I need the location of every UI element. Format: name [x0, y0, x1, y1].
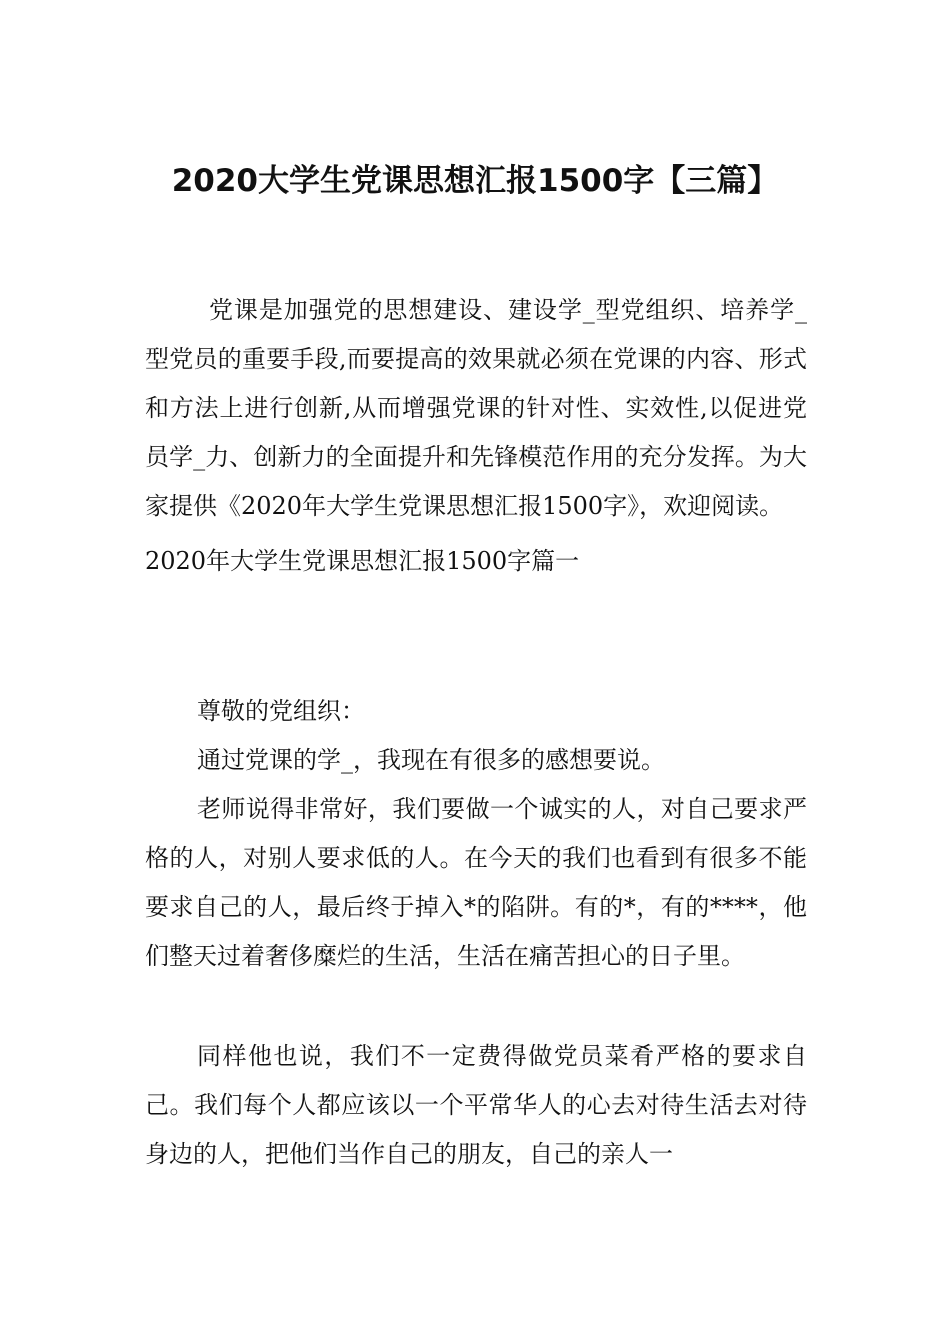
section-heading: 2020年大学生党课思想汇报1500字篇一	[145, 547, 580, 575]
body-paragraph: 老师说得非常好，我们要做一个诚实的人，对自己要求严格的人，对别人要求低的人。在今天的我们也看到有很多不能要求自己的人，最后终于掉入*的陷阱。有的*，有的****，他们整天过着奢侈糜烂的生活，生活在痛苦担心的日子里。	[145, 795, 807, 970]
document-title: 2020大学生党课思想汇报1500字【三篇】	[171, 163, 779, 199]
body-paragraph: 通过党课的学_，我现在有很多的感想要说。	[197, 746, 665, 774]
intro-paragraph: 党课是加强党的思想建设、建设学_型党组织、培养学_型党员的重要手段,而要提高的效果就必须在党课的内容、形式和方法上进行创新,从而增强党课的针对性、实效性,以促进党员学_力、创新力的全面提升和先锋模范作用的充分发挥。为大家提供《2020年大学生党课思想汇报1500字》，欢迎阅读。	[145, 296, 807, 520]
salutation: 尊敬的党组织：	[197, 697, 365, 725]
body-paragraph: 同样他也说，我们不一定费得做党员菜肴严格的要求自己。我们每个人都应该以一个平常华人的心去对待生活去对待身边的人，把他们当作自己的朋友，自己的亲人一	[145, 1042, 807, 1168]
